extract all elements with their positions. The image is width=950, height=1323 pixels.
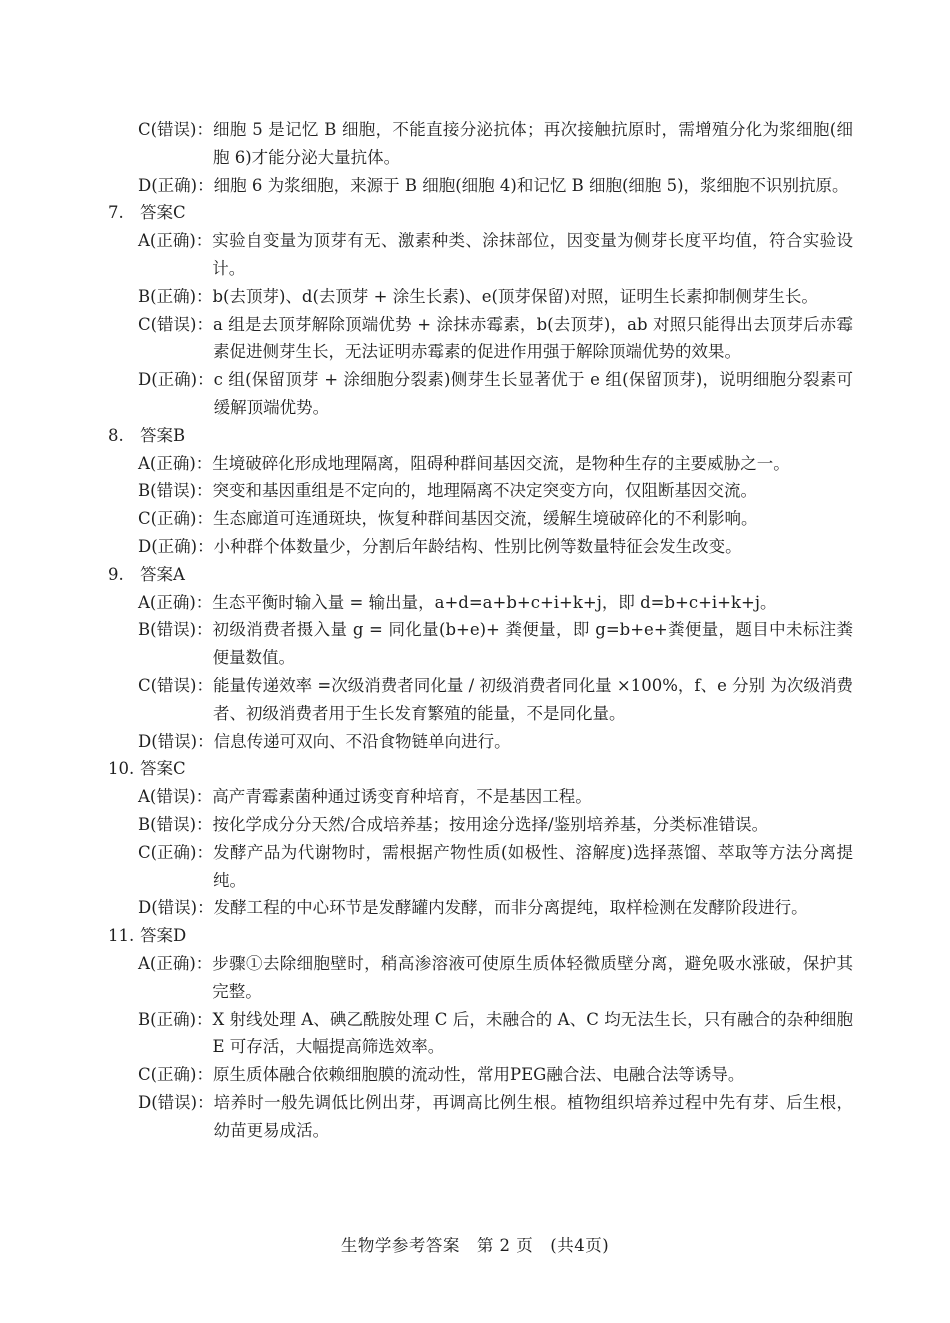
question-9 bbox=[108, 561, 853, 756]
option-text: 能量传递效率 =次级消费者同化量 / 初级消费者同化量 ×100%，f、e 分别 为次级消费者、初级消费者用于生长发育繁殖的能量，不是同化量。 bbox=[213, 675, 853, 723]
option-row bbox=[108, 1089, 853, 1145]
option-label: B(正确)： bbox=[138, 286, 213, 306]
option-text: 实验自变量为顶芽有无、激素种类、涂抹部位，因变量为侧芽长度平均值，符合实验设计。 bbox=[212, 231, 853, 278]
option-label: B(错误)： bbox=[138, 620, 213, 640]
option-label: C(正确)： bbox=[138, 1065, 213, 1085]
option-label: D(错误)： bbox=[138, 731, 214, 751]
question-header bbox=[108, 755, 853, 783]
option-text: 生境破碎化形成地理隔离，阻碍种群间基因交流，是物种生存的主要威胁之一。 bbox=[212, 453, 790, 473]
question-header bbox=[108, 922, 853, 950]
option-label: A(正确)： bbox=[138, 953, 213, 973]
option-row bbox=[108, 283, 853, 311]
option-row bbox=[108, 172, 853, 200]
option-row bbox=[108, 589, 853, 617]
option-text: 初级消费者摄入量 g = 同化量(b+e)+ 粪便量，即 g=b+e+粪便量，题目中未标注粪便量数值。 bbox=[212, 620, 853, 668]
question-answer: 答案C bbox=[140, 203, 186, 223]
option-row bbox=[108, 783, 853, 811]
option-label: D(错误)： bbox=[138, 898, 214, 918]
option-label: D(正确)： bbox=[138, 370, 214, 390]
option-text: 培养时一般先调低比例出芽，再调高比例生根。植物组织培养过程中先有芽、后生根，幼苗更易成活。 bbox=[213, 1092, 853, 1140]
option-label: A(正确)： bbox=[138, 453, 213, 473]
option-label: D(正确)： bbox=[138, 536, 214, 556]
question-11 bbox=[108, 922, 853, 1144]
option-label: D(错误)： bbox=[138, 1092, 214, 1112]
question-number: 9. bbox=[108, 564, 124, 584]
option-text: c 组(保留顶芽 + 涂细胞分裂素)侧芽生长显著优于 e 组(保留顶芽)，说明细胞分裂素可缓解顶端优势。 bbox=[213, 370, 853, 417]
option-text: b(去顶芽)、d(去顶芽 + 涂生长素)、e(顶芽保留)对照，证明生长素抑制侧芽生长。 bbox=[212, 286, 818, 306]
option-row bbox=[108, 1006, 853, 1062]
option-row bbox=[108, 116, 853, 172]
option-label: C(错误)： bbox=[138, 675, 213, 695]
option-label: B(错误)： bbox=[138, 481, 213, 501]
option-text: 突变和基因重组是不定向的，地理隔离不决定突变方向，仅阻断基因交流。 bbox=[212, 481, 757, 501]
option-text: a 组是去顶芽解除顶端优势 + 涂抹赤霉素，b(去顶芽)，ab 对照只能得出去顶芽后赤霉素促进侧芽生长，无法证明赤霉素的促进作用强于解除顶端优势的效果。 bbox=[213, 314, 853, 362]
option-label: A(正确)： bbox=[138, 592, 213, 612]
question-answer: 答案C bbox=[140, 759, 186, 779]
option-text: 信息传递可双向、不沿食物链单向进行。 bbox=[213, 731, 511, 751]
option-text: 高产青霉素菌种通过诱变育种培育，不是基因工程。 bbox=[212, 787, 592, 807]
question-8 bbox=[108, 422, 853, 561]
question-answer: 答案B bbox=[140, 425, 186, 445]
option-row bbox=[108, 505, 853, 533]
option-row bbox=[108, 894, 853, 922]
option-label: C(正确)： bbox=[138, 842, 213, 862]
option-row bbox=[108, 477, 853, 505]
option-row bbox=[108, 950, 853, 1006]
option-text: 发酵工程的中心环节是发酵罐内发酵，而非分离提纯，取样检测在发酵阶段进行。 bbox=[213, 898, 808, 918]
question-7 bbox=[108, 199, 853, 421]
question-header bbox=[108, 199, 853, 227]
option-text: 步骤①去除细胞壁时，稍高渗溶液可使原生质体轻微质壁分离，避免吸水涨破，保护其完整。 bbox=[212, 953, 853, 1001]
option-row bbox=[108, 811, 853, 839]
option-row bbox=[108, 227, 853, 283]
option-row bbox=[108, 533, 853, 561]
question-answer: 答案D bbox=[140, 926, 187, 946]
option-label: B(正确)： bbox=[138, 1009, 213, 1029]
option-row bbox=[108, 728, 853, 756]
option-label: A(错误)： bbox=[138, 787, 213, 807]
question-number: 7. bbox=[108, 203, 124, 223]
option-label: C(正确)： bbox=[138, 509, 213, 529]
option-label: B(错误)： bbox=[138, 814, 213, 834]
option-label: C(错误)： bbox=[138, 120, 213, 139]
option-row bbox=[108, 839, 853, 895]
option-text: 发酵产品为代谢物时，需根据产物性质(如极性、溶解度)选择蒸馏、萃取等方法分离提纯。 bbox=[213, 842, 853, 890]
page-footer: 生物学参考答案 第 2 页 (共4页) bbox=[340, 1236, 610, 1255]
option-label: A(正确)： bbox=[138, 231, 213, 251]
option-text: 小种群个体数量少，分割后年龄结构、性别比例等数量特征会发生改变。 bbox=[213, 536, 742, 556]
answer-content bbox=[108, 116, 853, 1144]
option-label: D(正确)： bbox=[138, 175, 214, 195]
question-header bbox=[108, 561, 853, 589]
option-text: 生态平衡时输入量 = 输出量，a+d=a+b+c+i+k+j，即 d=b+c+i+k+j。 bbox=[212, 592, 777, 612]
question-number: 8. bbox=[108, 425, 124, 445]
option-text: 细胞 5 是记忆 B 细胞，不能直接分泌抗体；再次接触抗原时，需增殖分化为浆细胞(细胞 6)才能分泌大量抗体。 bbox=[213, 120, 853, 167]
option-label: C(错误)： bbox=[138, 314, 213, 334]
continuation-block bbox=[108, 116, 853, 199]
option-row bbox=[108, 366, 853, 422]
option-row bbox=[108, 450, 853, 478]
option-text: X 射线处理 A、碘乙酰胺处理 C 后，未融合的 A、C 均无法生长，只有融合的杂种细胞 E 可存活，大幅提高筛选效率。 bbox=[212, 1009, 853, 1057]
question-number: 11. bbox=[108, 926, 135, 946]
option-row bbox=[108, 672, 853, 728]
option-text: 原生质体融合依赖细胞膜的流动性，常用PEG融合法、电融合法等诱导。 bbox=[213, 1065, 745, 1085]
question-answer: 答案A bbox=[140, 564, 185, 584]
option-row bbox=[108, 311, 853, 367]
question-number: 10. bbox=[108, 759, 135, 779]
question-10 bbox=[108, 755, 853, 922]
option-text: 细胞 6 为浆细胞，来源于 B 细胞(细胞 4)和记忆 B 细胞(细胞 5)，浆细胞不识别抗原。 bbox=[213, 175, 849, 195]
option-row bbox=[108, 616, 853, 672]
option-text: 按化学成分分天然/合成培养基；按用途分选择/鉴别培养基，分类标准错误。 bbox=[212, 814, 769, 834]
option-text: 生态廊道可连通斑块，恢复种群间基因交流，缓解生境破碎化的不利影响。 bbox=[213, 509, 758, 529]
option-row bbox=[108, 1061, 853, 1089]
question-header bbox=[108, 422, 853, 450]
